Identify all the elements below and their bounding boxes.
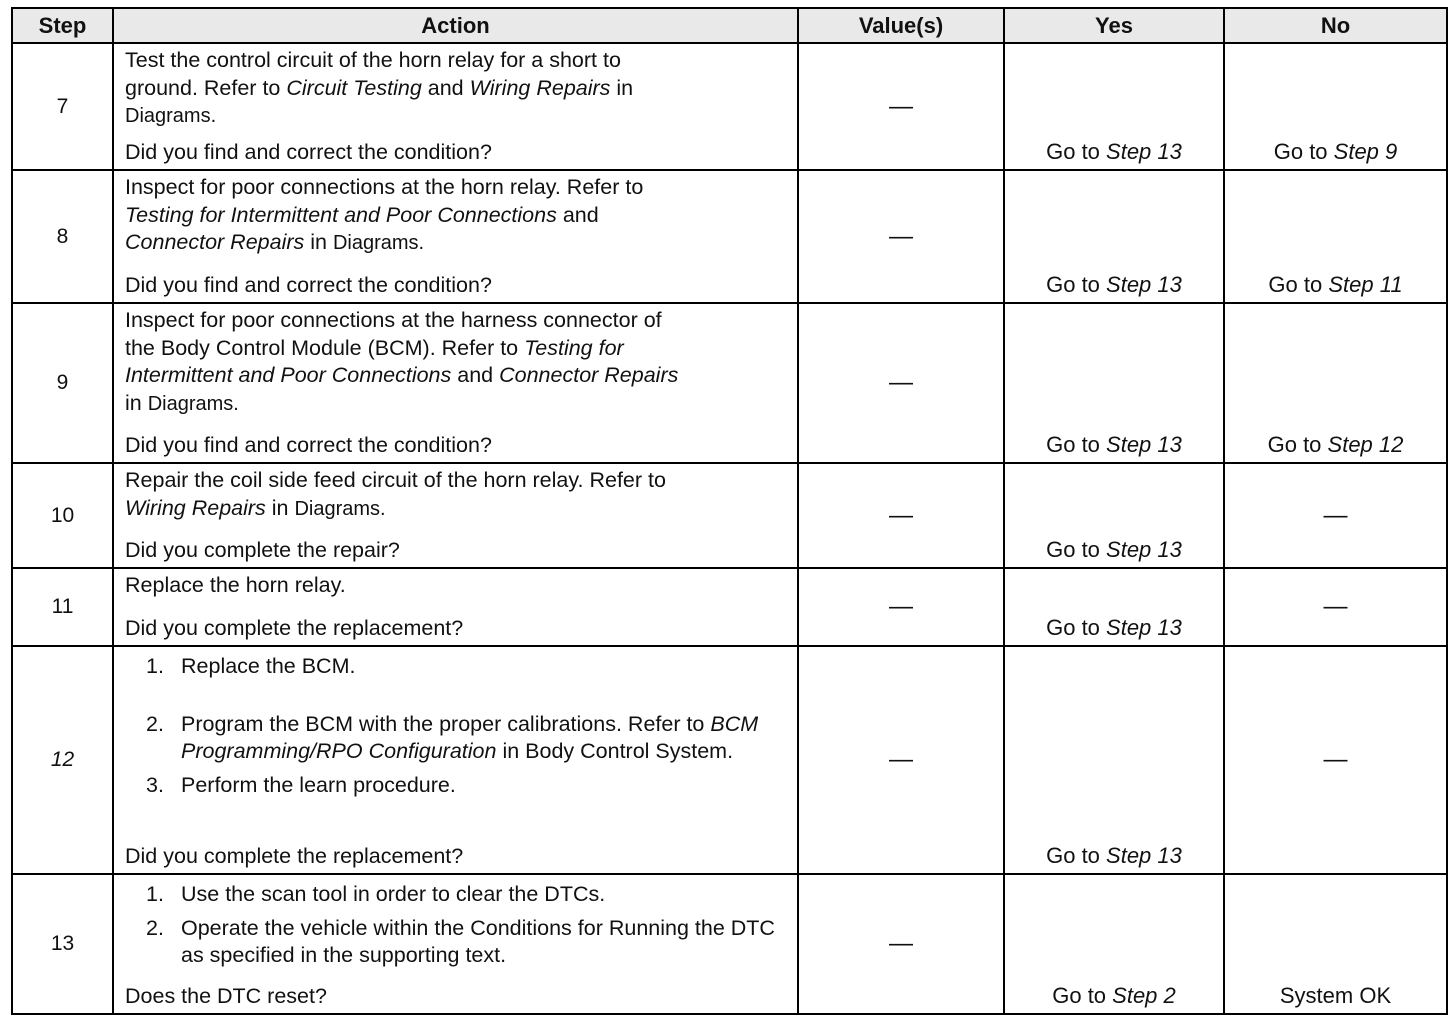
value-cell: — <box>798 43 1004 170</box>
value-cell: — <box>798 874 1004 1014</box>
step-number: 7 <box>12 43 113 170</box>
action-cell <box>113 303 798 463</box>
list-item: 1. Use the scan tool in order to clear the DTCs. <box>146 882 606 906</box>
action-instruction: Replace the horn relay. <box>125 573 346 597</box>
yes-cell: Go to Step 13 <box>1004 43 1224 170</box>
action-question: Did you find and correct the condition? <box>125 433 492 457</box>
no-cell: — <box>1224 568 1447 646</box>
action-question: Did you complete the replacement? <box>125 844 464 868</box>
reference-link: Testing for Intermittent and Poor Connections <box>125 202 557 227</box>
value-cell: — <box>798 170 1004 303</box>
yes-cell: Go to Step 13 <box>1004 303 1224 463</box>
action-cell <box>113 43 798 170</box>
table-row <box>12 646 1447 874</box>
procedure-list <box>125 647 787 799</box>
yes-cell: Go to Step 2 <box>1004 874 1224 1014</box>
table-row <box>12 568 1447 646</box>
step-number: 10 <box>12 463 113 568</box>
action-cell <box>113 170 798 303</box>
reference-link: Intermittent and Poor Connections <box>125 363 452 387</box>
no-cell: — <box>1224 646 1447 874</box>
step-number: 13 <box>12 874 113 1014</box>
table-row <box>12 43 1447 170</box>
list-item: 2. Program the BCM with the proper calibrations. Refer to BCM Programming/RPO Configuration in Body Control System. <box>146 711 759 763</box>
reference-link: BCM Programming/RPO Configuration <box>181 711 759 763</box>
table-row <box>12 874 1447 1014</box>
yes-cell: Go to Step 13 <box>1004 646 1224 874</box>
action-cell <box>113 874 798 1014</box>
value-cell: — <box>798 568 1004 646</box>
action-question: Did you complete the replacement? <box>125 616 464 640</box>
header-no: No <box>1224 8 1447 43</box>
value-cell: — <box>798 303 1004 463</box>
diagnostic-table <box>11 7 1448 1015</box>
action-instruction: Test the control circuit of the horn relay for a short to ground. Refer to Circuit Testing and Wiring Repairs in Diagrams. <box>125 48 634 127</box>
table-row <box>12 170 1447 303</box>
step-number: 11 <box>12 568 113 646</box>
reference-link: Testing for <box>524 335 624 360</box>
header-yes: Yes <box>1004 8 1224 43</box>
reference-link: Connector Repairs <box>499 363 679 387</box>
yes-cell: Go to Step 13 <box>1004 568 1224 646</box>
yes-cell: Go to Step 13 <box>1004 463 1224 568</box>
procedure-list <box>125 875 787 970</box>
value-cell: — <box>798 646 1004 874</box>
value-cell: — <box>798 463 1004 568</box>
action-instruction: Inspect for poor connections at the harness connector of the Body Control Module (BCM). Refer to Testing for Intermittent and Poor Connections and Connector Repairs in Diagrams. <box>125 308 679 415</box>
list-item: 3. Perform the learn procedure. <box>146 772 456 797</box>
action-instruction: Repair the coil side feed circuit of the horn relay. Refer to Wiring Repairs in Diagrams. <box>125 468 666 520</box>
header-action: Action <box>113 8 798 43</box>
action-cell <box>113 463 798 568</box>
no-cell: Go to Step 12 <box>1224 303 1447 463</box>
table-header-row <box>12 8 1447 43</box>
action-cell <box>113 568 798 646</box>
action-question: Does the DTC reset? <box>125 984 327 1008</box>
action-question: Did you complete the repair? <box>125 538 400 562</box>
list-item: 2. Operate the vehicle within the Conditions for Running the DTC as specified in the supporting text. <box>146 915 775 967</box>
step-number: 12 <box>12 646 113 874</box>
step-number: 8 <box>12 170 113 303</box>
table-row <box>12 303 1447 463</box>
action-instruction: Inspect for poor connections at the horn relay. Refer to Testing for Intermittent and Poor Connections and Connector Repairs in Diagrams. <box>125 175 644 254</box>
no-cell: System OK <box>1224 874 1447 1014</box>
list-item: 1. Replace the BCM. <box>146 654 356 678</box>
action-question: Did you find and correct the condition? <box>125 273 492 297</box>
no-cell: — <box>1224 463 1447 568</box>
header-values: Value(s) <box>798 8 1004 43</box>
reference-link: Wiring Repairs <box>469 75 611 100</box>
reference-link: Circuit Testing <box>286 75 422 100</box>
header-step: Step <box>12 8 113 43</box>
reference-link: Wiring Repairs <box>125 495 266 520</box>
table-row <box>12 463 1447 568</box>
no-cell: Go to Step 9 <box>1224 43 1447 170</box>
yes-cell: Go to Step 13 <box>1004 170 1224 303</box>
action-cell <box>113 646 798 874</box>
action-question: Did you find and correct the condition? <box>125 140 492 164</box>
no-cell: Go to Step 11 <box>1224 170 1447 303</box>
reference-link: Connector Repairs <box>125 230 305 254</box>
step-number: 9 <box>12 303 113 463</box>
